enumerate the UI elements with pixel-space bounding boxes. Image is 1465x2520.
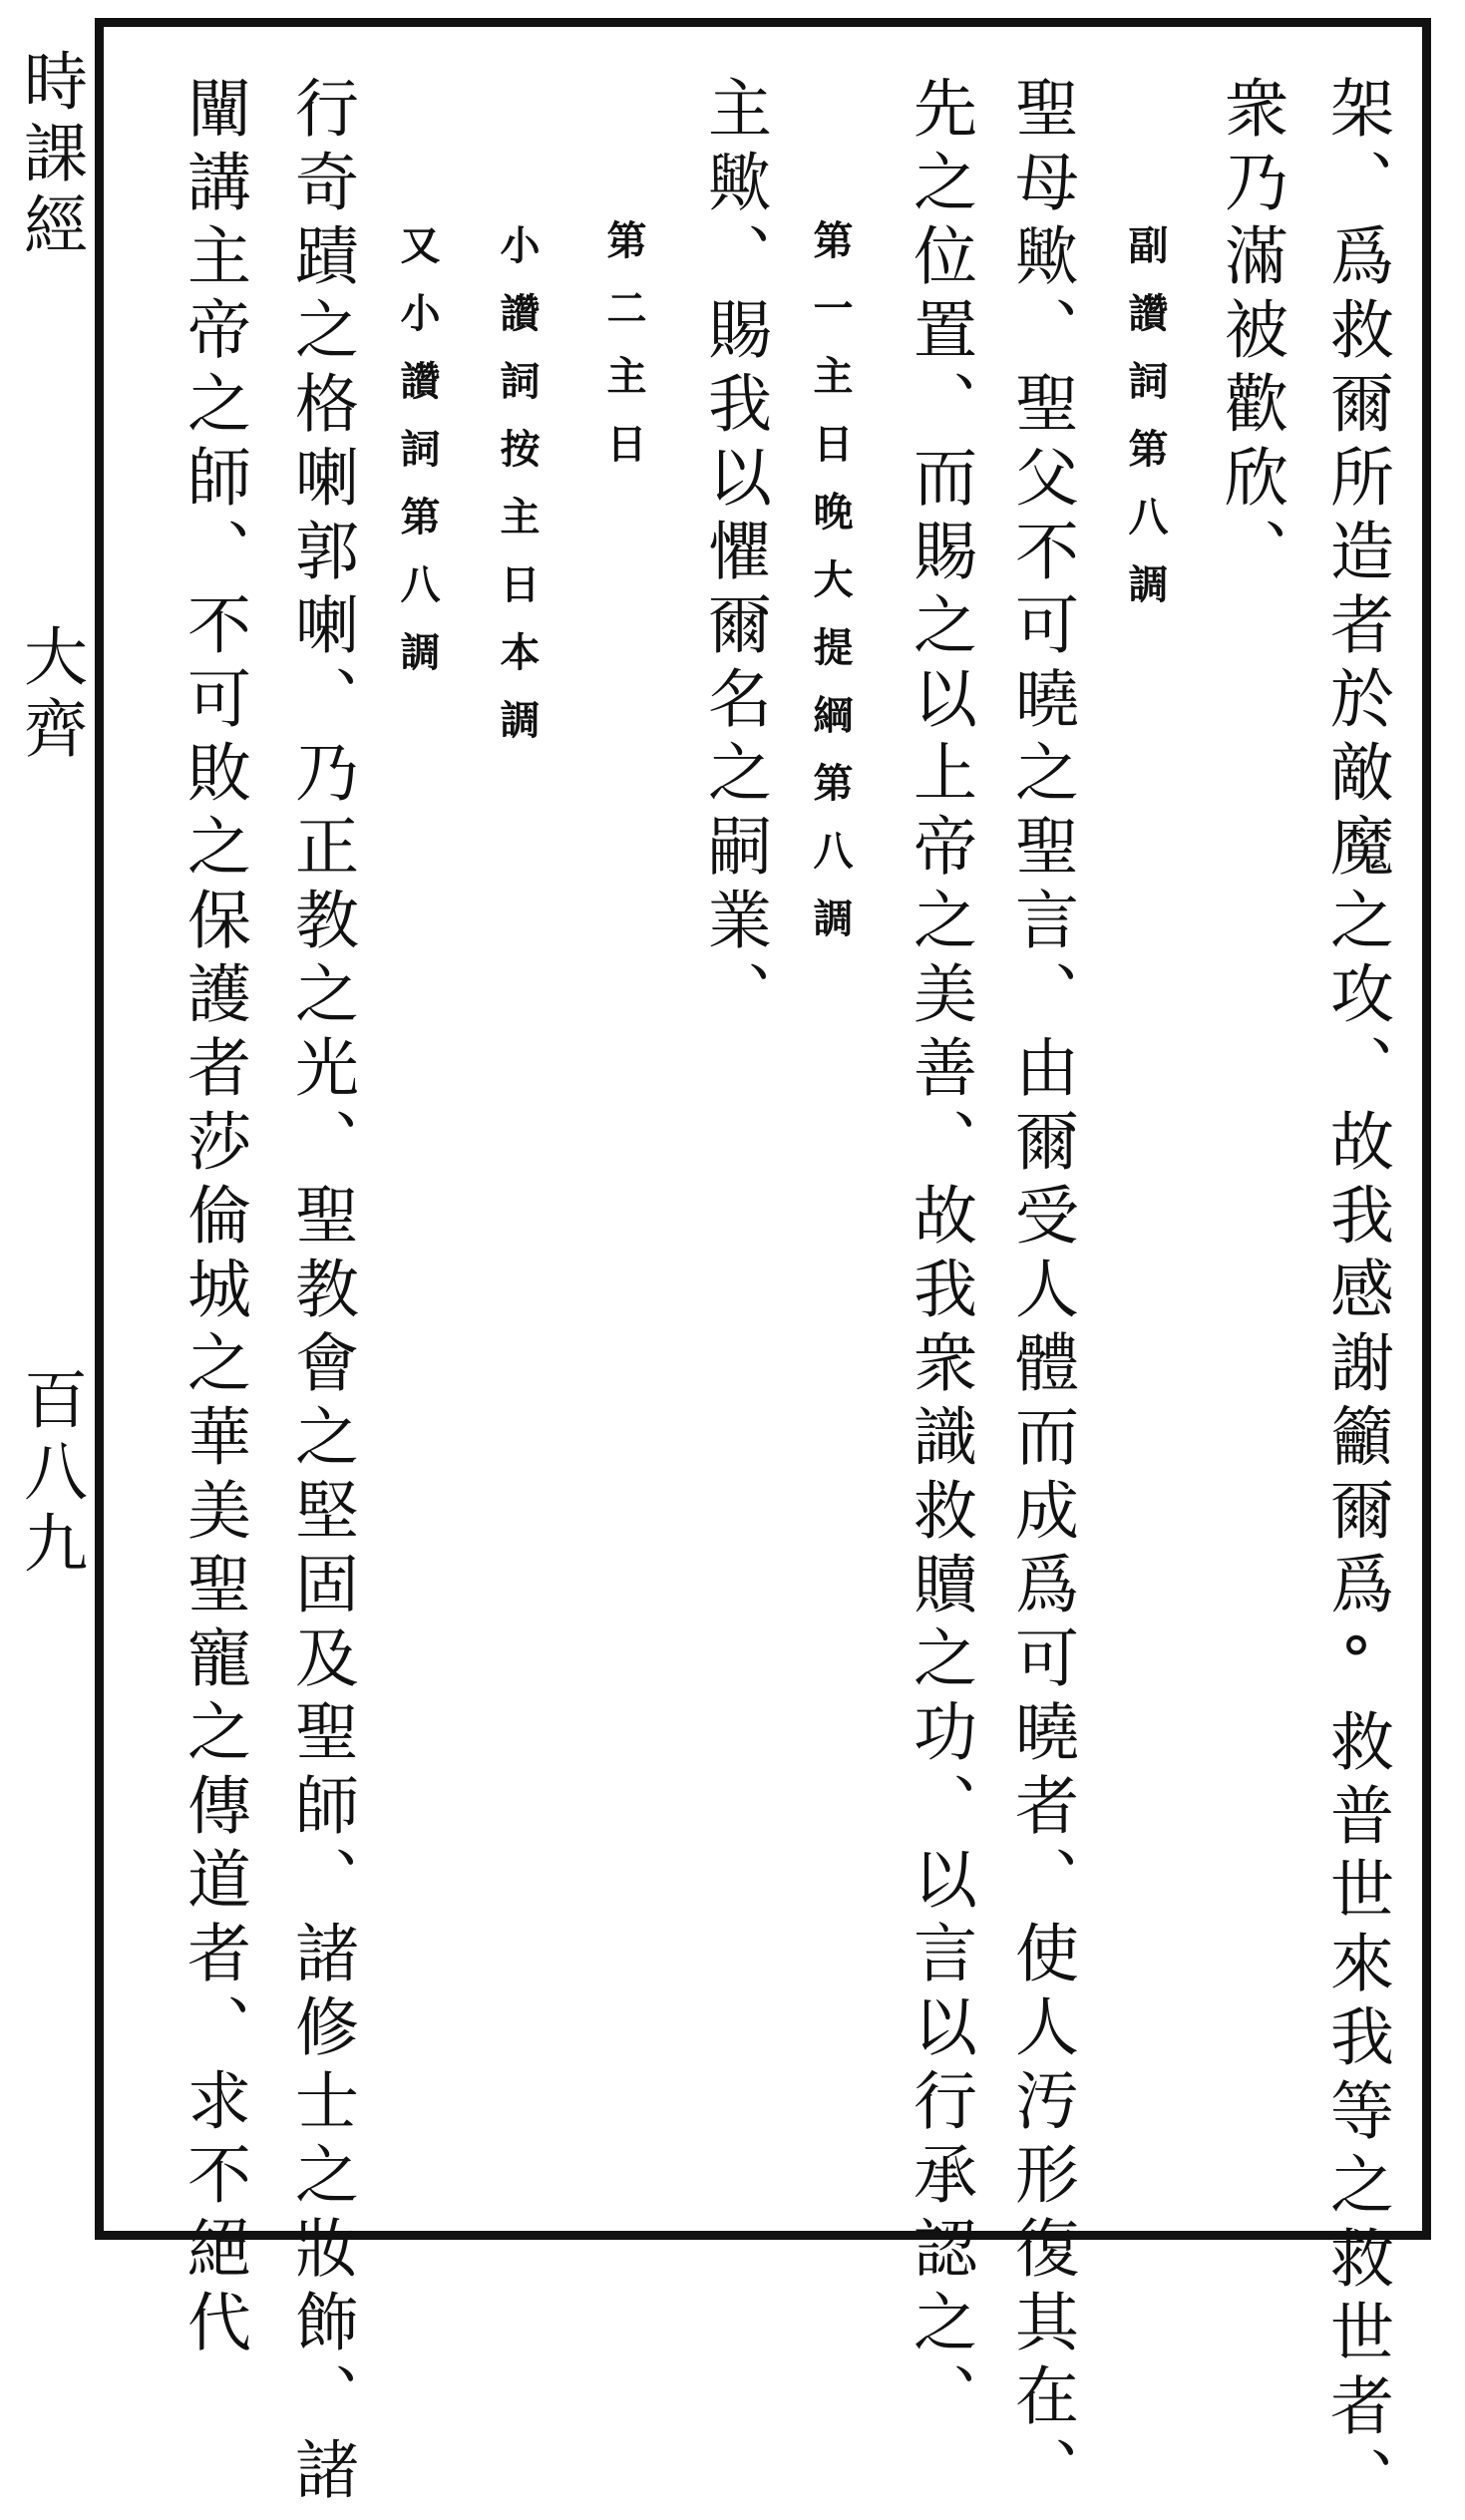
heading-column-10: 又小讚詞第八調 [394,224,440,699]
heading-column-9: 小讚詞按主日本調 [494,224,540,767]
heading-column-3: 副讚詞第八調 [1122,224,1168,631]
text-column-2: 衆乃滿被歡欣、 [1214,75,1287,591]
margin-section-title: 大齊 [13,623,87,767]
text-column-7: 主歟、賜我以懼爾名之嗣業、 [697,75,771,1034]
heading-column-8: 第二主日 [600,219,646,491]
page-number: 百八九 [13,1366,87,1582]
text-column-1: 架、爲救爾所造者於敵魔之攻、故我感謝籲爾爲°救普世來我等之救世者、 [1319,75,1393,2520]
heading-column-6: 第一主日晚大提綱第八調 [807,219,853,965]
text-column-11: 行奇蹟之格喇郭喇、乃正教之光、聖教會之堅固及聖師、諸修士之妝飾、諸 [284,75,358,2510]
text-column-5: 先之位置、而賜之以上帝之美善、故我衆識救贖之功、以言以行承認之、 [903,75,976,2436]
text-column-12: 闡講主帝之師、不可敗之保護者莎倫城之華美聖寵之傳道者、求不絕代 [177,75,250,2362]
margin-book-title: 時課經 [13,48,87,263]
text-column-4: 聖母歟、聖父不可曉之聖言、由爾受人體而成爲可曉者、使人汚形復其在、 [1004,75,1078,2510]
